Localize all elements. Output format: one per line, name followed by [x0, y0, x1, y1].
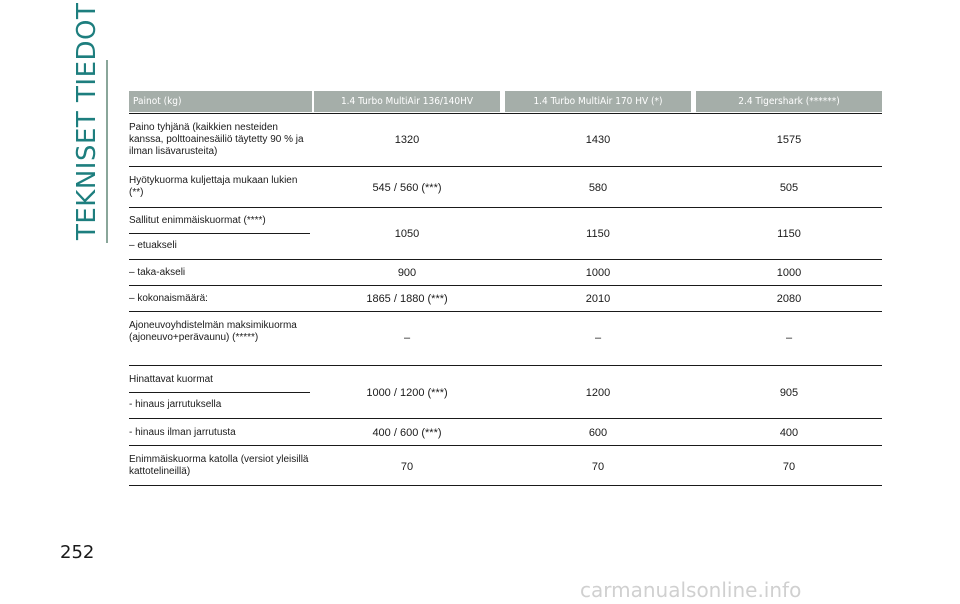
- row-rule: [129, 285, 882, 286]
- row-value: 1000: [585, 267, 611, 279]
- row-value: 2080: [776, 293, 802, 305]
- row-rule: [129, 311, 882, 312]
- row-label: Sallitut enimmäiskuormat (****): [129, 215, 266, 226]
- row-value: 900: [397, 267, 417, 279]
- section-title: TEKNISET TIEDOT: [72, 2, 102, 240]
- header-engine-170: 1.4 Turbo MultiAir 170 HV (*): [505, 91, 691, 112]
- row-label: - hinaus ilman jarrutusta: [129, 427, 236, 438]
- row-rule: [129, 445, 882, 446]
- row-label: Paino tyhjänä (kaikkien nesteiden kanssa, polttoainesäiliö täytetty 90 % ja ilman lisävarusteita): [129, 122, 304, 157]
- row-rule: [129, 485, 882, 486]
- row-value: 1000: [776, 267, 802, 279]
- header-rule: [129, 113, 882, 114]
- row-rule: [129, 259, 882, 260]
- row-value: –: [403, 332, 411, 344]
- row-label: – taka-akseli: [129, 267, 186, 278]
- header-weights: Painot (kg): [129, 91, 312, 112]
- row-value: –: [594, 332, 602, 344]
- table-header: [129, 91, 882, 112]
- header-engine-tigershark: 2.4 Tigershark (******): [696, 91, 882, 112]
- row-value: 545 / 560 (***): [372, 182, 442, 194]
- weights-table: [129, 91, 882, 477]
- row-value: 1320: [394, 134, 420, 146]
- row-value: 1000 / 1200 (***): [366, 387, 448, 399]
- page-number: 252: [60, 542, 95, 563]
- row-label: Ajoneuvoyhdistelmän maksimikuorma (ajoneuvo+perävaunu) (*****): [129, 320, 297, 343]
- row-value: 400: [779, 427, 799, 439]
- row-value: 1430: [585, 134, 611, 146]
- row-value: 400 / 600 (***): [372, 427, 442, 439]
- row-value: 70: [591, 461, 605, 473]
- row-value: –: [785, 332, 793, 344]
- row-label: Hyötykuorma kuljettaja mukaan lukien (**): [129, 175, 298, 198]
- row-label: – kokonaismäärä:: [129, 293, 208, 304]
- watermark: carmanualsonline.info: [580, 578, 802, 602]
- row-sublabel: – etuakseli: [129, 240, 177, 251]
- row-label: Hinattavat kuormat: [129, 374, 213, 385]
- row-value: 600: [588, 427, 608, 439]
- row-rule: [129, 365, 882, 366]
- row-value: 1050: [394, 228, 420, 240]
- row-value: 1200: [585, 387, 611, 399]
- header-engine-136: 1.4 Turbo MultiAir 136/140HV: [314, 91, 500, 112]
- sub-rule: [129, 392, 310, 393]
- row-rule: [129, 207, 882, 208]
- row-label: Enimmäiskuorma katolla (versiot yleisillä kattotelineillä): [129, 454, 309, 477]
- row-value: 70: [400, 461, 414, 473]
- row-rule: [129, 166, 882, 167]
- row-value: 505: [779, 182, 799, 194]
- row-value: 1865 / 1880 (***): [366, 293, 448, 305]
- row-rule: [129, 418, 882, 419]
- row-sublabel: - hinaus jarrutuksella: [129, 399, 222, 410]
- row-value: 70: [782, 461, 796, 473]
- row-value: 580: [588, 182, 608, 194]
- row-value: 1575: [776, 134, 802, 146]
- row-value: 2010: [585, 293, 611, 305]
- row-value: 1150: [586, 228, 610, 240]
- section-title-rule: [106, 60, 108, 243]
- sub-rule: [129, 233, 310, 234]
- row-value: 905: [779, 387, 799, 399]
- row-value: 1150: [777, 228, 801, 240]
